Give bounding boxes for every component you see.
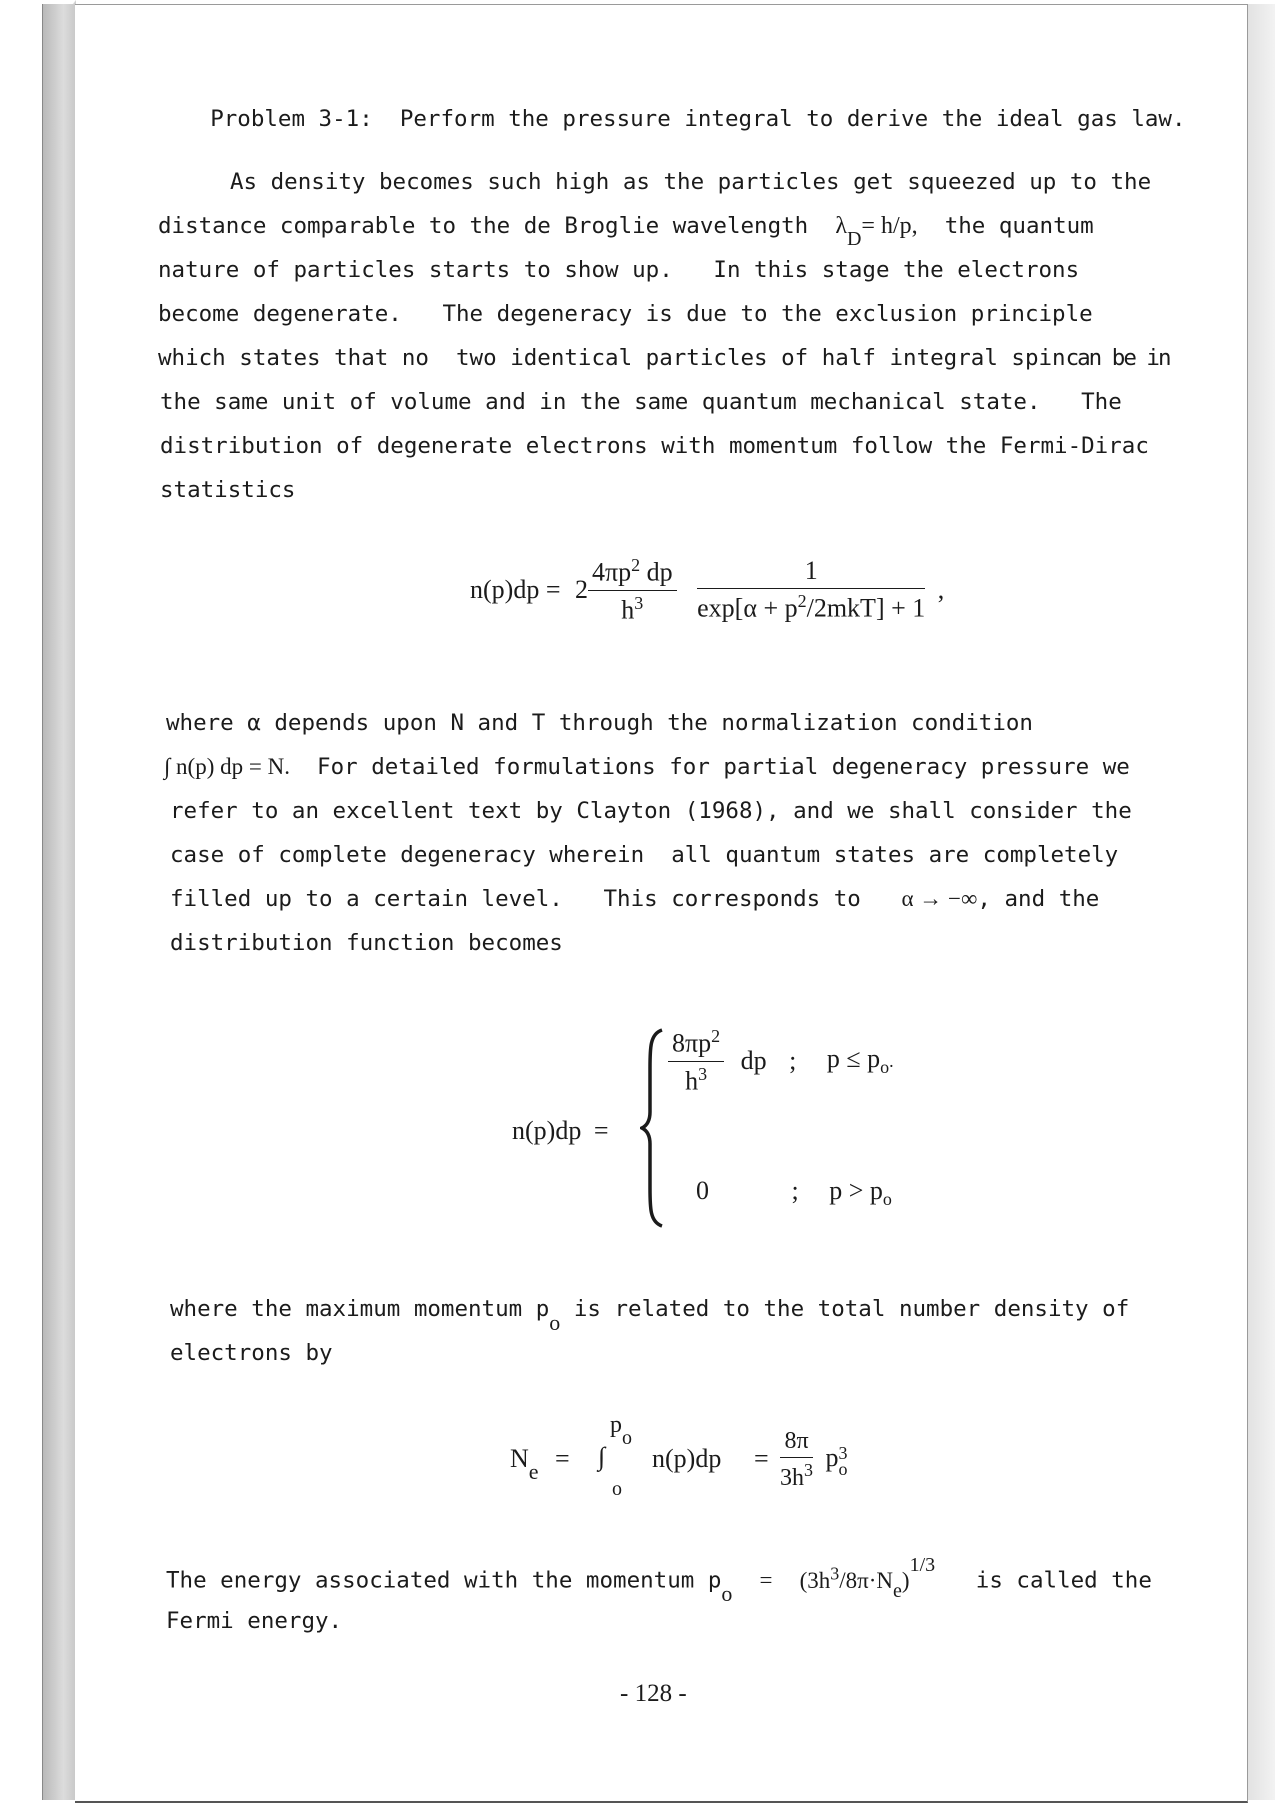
superscript: 2 bbox=[711, 1026, 721, 1046]
subscript: e bbox=[893, 1580, 902, 1603]
lhs-text: n(p)dp bbox=[512, 1116, 582, 1145]
text-line bbox=[170, 886, 1099, 912]
numerator: 4πp bbox=[591, 557, 632, 587]
problem-label: Problem 3-1: bbox=[210, 106, 373, 132]
numerator: 8πp bbox=[672, 1028, 712, 1058]
subscript: o bbox=[838, 1458, 848, 1479]
subscript: e bbox=[528, 1459, 539, 1485]
dp-text: dp bbox=[740, 1046, 767, 1076]
subscript: o bbox=[882, 1189, 892, 1210]
text-segment: The energy associated with the momentum p bbox=[166, 1567, 722, 1594]
page-number: - 128 - bbox=[620, 1680, 687, 1707]
rhs-power bbox=[825, 1442, 848, 1479]
equals-sign: = bbox=[555, 1444, 570, 1473]
superscript: 3 bbox=[634, 592, 644, 613]
denominator: h bbox=[621, 595, 635, 625]
text-segment: is related to the total number density of bbox=[560, 1296, 1130, 1322]
math-part: /8π·N bbox=[839, 1567, 894, 1593]
problem-text: Perform the pressure integral to derive the ideal gas law. bbox=[399, 106, 1186, 132]
rhs-expression bbox=[780, 1428, 848, 1492]
equation-lhs bbox=[510, 1444, 570, 1485]
book-spine bbox=[42, 4, 77, 1800]
text-segment: we bbox=[1102, 754, 1130, 780]
text-segment: the quantum bbox=[944, 213, 1094, 239]
subscript: o bbox=[721, 1581, 733, 1607]
text-line bbox=[170, 1296, 1130, 1335]
text-segment: filled up to a certain level. This corresponds to bbox=[170, 886, 861, 912]
numerator: 1 bbox=[804, 556, 818, 586]
equation-lhs bbox=[512, 1116, 609, 1146]
equation-lhs: n(p)dp = bbox=[470, 575, 561, 605]
alpha-limit: α → −∞ bbox=[901, 886, 978, 911]
text-line: As density becomes such high as the particles get squeezed up to the bbox=[230, 169, 1152, 195]
text-line: statistics bbox=[160, 477, 296, 503]
text-segment: which states that no two identical particles of half integral spin bbox=[158, 345, 1066, 371]
fraction-momentum-space bbox=[588, 555, 677, 625]
text-segment: For detailed formulations for partial degeneracy pressure bbox=[289, 754, 1090, 780]
case-2-condition bbox=[829, 1176, 892, 1210]
text-line: distribution of degenerate electrons with momentum follow the Fermi-Dirac bbox=[160, 433, 1149, 459]
denominator: 3h bbox=[780, 1465, 804, 1491]
superscript: 2 bbox=[631, 555, 641, 575]
lhs-symbol: N bbox=[510, 1444, 529, 1473]
text-line bbox=[158, 213, 1094, 250]
rhs-fraction bbox=[780, 1428, 813, 1492]
separator: ; bbox=[789, 1046, 797, 1076]
case-1-condition bbox=[826, 1044, 894, 1078]
fermi-momentum-expression bbox=[799, 1554, 936, 1603]
case-2-value: 0 bbox=[696, 1176, 709, 1205]
integral-sign-icon: ∫ bbox=[598, 1442, 606, 1471]
text-line: refer to an excellent text by Clayton (1968), and we shall consider the bbox=[170, 798, 1132, 824]
upper-symbol: p bbox=[610, 1412, 622, 1438]
fermi-dirac-equation bbox=[470, 555, 944, 625]
equals-sign: = bbox=[754, 1444, 769, 1473]
superscript: 2 bbox=[797, 591, 807, 612]
left-brace-icon bbox=[640, 1028, 666, 1228]
equals-sign: = bbox=[759, 1567, 773, 1593]
math-part: ) bbox=[901, 1567, 910, 1593]
period: . bbox=[889, 1051, 894, 1072]
normalization-integral: ∫ n(p) dp = N. bbox=[164, 754, 290, 779]
text-segment: distance comparable to the de Broglie wavelength bbox=[158, 213, 809, 239]
text-line: become degenerate. The degeneracy is due to the exclusion principle bbox=[158, 301, 1093, 327]
text-line bbox=[158, 345, 1170, 371]
subscript: o bbox=[622, 1426, 632, 1449]
condition-text: p ≤ p bbox=[826, 1044, 881, 1074]
text-line: distribution function becomes bbox=[170, 930, 563, 956]
superscript: 3 bbox=[804, 1460, 813, 1480]
math-part: (3h bbox=[799, 1567, 831, 1593]
equation-coefficient: 2 bbox=[574, 575, 588, 605]
lambda-subscript: D bbox=[846, 227, 862, 250]
denominator: h bbox=[685, 1066, 699, 1096]
text-segment: can be in bbox=[1065, 345, 1170, 371]
superscript: 3 bbox=[838, 1442, 848, 1463]
equals-sign: = bbox=[593, 1116, 609, 1145]
lambda-symbol: λ bbox=[835, 213, 847, 239]
numerator-rest: dp bbox=[640, 557, 673, 587]
separator: ; bbox=[791, 1176, 799, 1205]
case-1-fraction bbox=[668, 1026, 724, 1096]
text-line: the same unit of volume and in the same quantum mechanical state. The bbox=[160, 389, 1122, 415]
case-2 bbox=[696, 1176, 892, 1210]
lambda-rhs: = h/p, bbox=[861, 213, 918, 239]
text-line: electrons by bbox=[170, 1340, 333, 1366]
integral-lower-limit: o bbox=[612, 1478, 622, 1500]
superscript: 3 bbox=[830, 1563, 840, 1583]
superscript: 3 bbox=[698, 1063, 708, 1084]
exponent: 1/3 bbox=[909, 1554, 936, 1576]
rhs-symbol: p bbox=[825, 1443, 839, 1473]
text-segment: where the maximum momentum p bbox=[170, 1296, 550, 1322]
integral-upper-limit bbox=[610, 1412, 632, 1449]
page-edge bbox=[1247, 4, 1275, 1800]
text-segment: , and the bbox=[977, 886, 1100, 912]
condition-text: p > p bbox=[829, 1176, 883, 1205]
text-line: nature of particles starts to show up. In this stage the electrons bbox=[158, 257, 1080, 283]
subscript: o bbox=[880, 1057, 890, 1078]
de-broglie-wavelength bbox=[835, 213, 918, 250]
text-line bbox=[166, 1554, 1152, 1607]
subscript: o bbox=[549, 1309, 561, 1335]
text-line bbox=[164, 754, 1130, 780]
text-segment: is called the bbox=[975, 1567, 1152, 1594]
case-1 bbox=[668, 1026, 894, 1096]
denominator-rest: /2mkT] + 1 bbox=[806, 593, 926, 623]
text-line: where α depends upon N and T through the normalization condition bbox=[166, 710, 1033, 736]
integrand: n(p)dp bbox=[652, 1444, 722, 1473]
text-line: Fermi energy. bbox=[166, 1608, 343, 1634]
problem-statement bbox=[156, 80, 1186, 158]
fraction-occupation bbox=[697, 556, 925, 624]
denominator: exp[α + p bbox=[697, 593, 798, 623]
numerator: 8π bbox=[784, 1428, 809, 1454]
text-line: case of complete degeneracy wherein all quantum states are completely bbox=[170, 842, 1119, 868]
equation-comma: , bbox=[937, 575, 945, 605]
